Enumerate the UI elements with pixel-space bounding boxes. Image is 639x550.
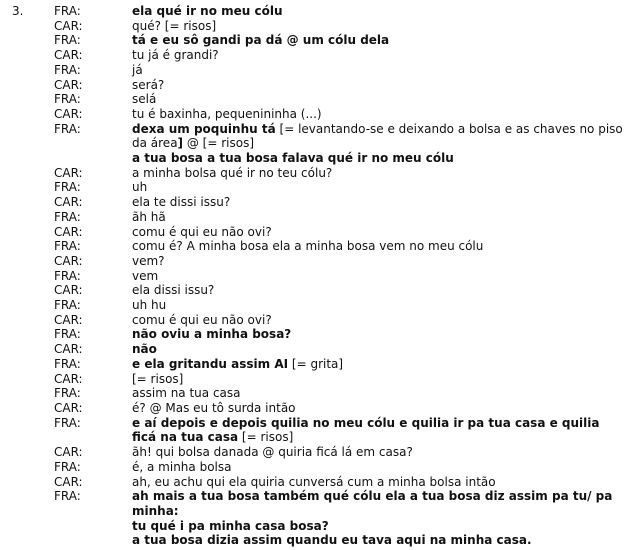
plain-segment: é, a minha bolsa — [132, 459, 232, 474]
speaker-label: CAR: — [54, 165, 83, 180]
plain-segment: qué? [= risos] — [132, 18, 217, 33]
bold-segment: a tua bosa a tua bosa falava qué ir no meu cólu — [132, 151, 454, 166]
utterance-text — [132, 489, 624, 518]
utterance-text — [132, 313, 624, 328]
speaker-label: FRA: — [54, 92, 81, 107]
utterance-text — [132, 327, 624, 342]
plain-segment: uh hu — [132, 298, 167, 313]
plain-segment: já — [132, 62, 143, 77]
speaker-label: CAR: — [54, 77, 83, 92]
transcript-turn — [0, 239, 639, 254]
utterance-text — [132, 357, 624, 372]
transcript-turn — [0, 460, 639, 475]
plain-segment: uh — [132, 180, 148, 195]
utterance-text — [132, 19, 624, 34]
transcript-turn — [0, 416, 639, 445]
utterance-text — [132, 63, 624, 78]
speaker-label — [54, 519, 132, 534]
speaker-label: FRA: — [54, 62, 81, 77]
plain-segment: será? — [132, 77, 165, 92]
speaker-label — [54, 151, 132, 166]
transcript-turn — [0, 357, 639, 372]
utterance-text — [132, 386, 624, 401]
plain-segment: vem — [132, 268, 159, 283]
utterance-text — [132, 254, 624, 269]
speaker-label: FRA: — [54, 386, 81, 401]
utterance-text — [132, 372, 624, 387]
speaker-label: FRA: — [54, 327, 81, 342]
transcript-turn — [0, 92, 639, 107]
utterance-text — [132, 48, 624, 63]
plain-segment: [= grita] — [288, 356, 344, 371]
utterance-text — [132, 445, 624, 460]
transcript-turn — [0, 475, 639, 490]
bold-segment: ] — [177, 136, 184, 151]
utterance-text — [132, 166, 624, 181]
speaker-label: CAR: — [54, 312, 83, 327]
speaker-label: FRA: — [54, 33, 81, 48]
transcript-turn — [0, 533, 639, 548]
utterance-text — [132, 416, 624, 445]
speaker-label: CAR: — [54, 342, 83, 357]
utterance-text — [132, 460, 624, 475]
plain-segment: ãh! qui bolsa danada @ quiria ficá lá em casa? — [132, 445, 413, 460]
utterance-text — [132, 151, 624, 166]
plain-segment: comu é qui eu não ovi? — [132, 312, 272, 327]
utterance-text — [132, 342, 624, 357]
utterance-text — [132, 92, 624, 107]
transcript-turn — [0, 180, 639, 195]
speaker-label: CAR: — [54, 283, 83, 298]
transcript-turn — [0, 269, 639, 284]
utterance-text — [132, 4, 624, 19]
speaker-label: FRA: — [54, 239, 81, 254]
plain-segment: comu é qui eu não ovi? — [132, 224, 272, 239]
bold-segment: dexa um poquinhu tá — [132, 121, 276, 136]
bold-segment: não — [132, 342, 157, 357]
bold-segment: e aí depois e depois quilia no meu cólu e quilia ir pa tua casa e quilia ficá na tua casa — [132, 415, 600, 445]
transcript-turn — [0, 48, 639, 63]
transcript-turn — [0, 166, 639, 181]
transcript-turn — [0, 78, 639, 93]
transcript-turn — [0, 4, 639, 19]
utterance-text — [132, 283, 624, 298]
plain-segment: ela dissi issu? — [132, 283, 215, 298]
speaker-label: FRA: — [54, 209, 81, 224]
transcript — [0, 4, 639, 548]
transcript-turn — [0, 122, 639, 151]
plain-segment: [= levantando-se e deixando a bolsa e as chaves no piso da área — [132, 121, 623, 151]
bold-segment: tu qué i pa minha casa bosa? — [132, 518, 329, 533]
speaker-label: FRA: — [54, 356, 81, 371]
transcript-turn — [0, 225, 639, 240]
transcript-turn — [0, 151, 639, 166]
bold-segment: ah mais a tua bosa também qué cólu ela a tua bosa diz assim pa tu/ pa minha: — [132, 489, 613, 518]
transcript-turn — [0, 445, 639, 460]
speaker-label: FRA: — [54, 415, 81, 430]
utterance-text — [132, 475, 624, 490]
speaker-label: CAR: — [54, 195, 83, 210]
plain-segment: [= risos] — [238, 430, 294, 445]
plain-segment: [= risos] — [132, 371, 184, 386]
utterance-text — [132, 122, 624, 151]
transcript-turn — [0, 63, 639, 78]
plain-segment: é? @ Mas eu tô surda intão — [132, 400, 296, 415]
plain-segment: @ [= risos] — [183, 136, 255, 151]
speaker-label: CAR: — [54, 445, 83, 460]
speaker-label: FRA: — [54, 4, 81, 18]
transcript-turn — [0, 254, 639, 269]
utterance-text — [132, 107, 624, 122]
bold-segment: e ela gritandu assim AI — [132, 356, 289, 371]
plain-segment: ela te dissi issu? — [132, 195, 231, 210]
utterance-text — [132, 401, 624, 416]
transcript-turn — [0, 489, 639, 518]
utterance-text — [132, 33, 624, 48]
speaker-label: FRA: — [54, 180, 81, 195]
speaker-label: FRA: — [54, 298, 81, 313]
speaker-label: CAR: — [54, 224, 83, 239]
transcript-turn — [0, 298, 639, 313]
speaker-label: CAR: — [54, 106, 83, 121]
utterance-text — [132, 225, 624, 240]
speaker-label: CAR: — [54, 400, 83, 415]
utterance-text — [132, 210, 624, 225]
speaker-label: FRA: — [54, 489, 81, 504]
transcript-turn — [0, 401, 639, 416]
utterance-text — [132, 180, 624, 195]
speaker-label: FRA: — [54, 268, 81, 283]
speaker-label: CAR: — [54, 371, 83, 386]
utterance-text — [132, 239, 624, 254]
bold-segment: não oviu a minha bosa? — [132, 327, 292, 342]
plain-segment: assim na tua casa — [132, 386, 241, 401]
transcript-turn — [0, 195, 639, 210]
plain-segment: vem? — [132, 253, 165, 268]
bold-segment: tá e eu sô gandi pa dá @ um cólu dela — [132, 33, 390, 48]
bold-segment: ela qué ir no meu cólu — [132, 4, 283, 18]
speaker-label: CAR: — [54, 474, 83, 489]
transcript-turn — [0, 107, 639, 122]
utterance-text — [132, 298, 624, 313]
transcript-turn — [0, 519, 639, 534]
speaker-label: FRA: — [54, 121, 81, 136]
plain-segment: tu já é grandi? — [132, 48, 219, 63]
transcript-turn — [0, 33, 639, 48]
transcript-turn — [0, 327, 639, 342]
plain-segment: tu é baxinha, pequenininha (...) — [132, 106, 322, 121]
transcript-turn — [0, 210, 639, 225]
example-number: 3. — [12, 4, 24, 18]
speaker-label: CAR: — [54, 18, 83, 33]
utterance-text — [132, 269, 624, 284]
transcript-turn — [0, 386, 639, 401]
speaker-label: CAR: — [54, 48, 83, 63]
transcript-turn — [0, 19, 639, 34]
plain-segment: a minha bolsa qué ir no teu cólu? — [132, 165, 333, 180]
plain-segment: ah, eu achu qui ela quiria cunversá cum a minha bolsa intão — [132, 474, 496, 489]
utterance-text — [132, 533, 624, 548]
utterance-text — [132, 195, 624, 210]
speaker-label: CAR: — [54, 253, 83, 268]
transcript-turn — [0, 283, 639, 298]
transcript-turn — [0, 372, 639, 387]
speaker-label — [54, 533, 132, 548]
plain-segment: comu é? A minha bosa ela a minha bosa vem no meu cólu — [132, 239, 484, 254]
plain-segment: ãh hã — [132, 209, 166, 224]
transcript-turn — [0, 313, 639, 328]
speaker-label: FRA: — [54, 459, 81, 474]
transcript-turn — [0, 342, 639, 357]
plain-segment: selá — [132, 92, 157, 107]
bold-segment: a tua bosa dizia assim quandu eu tava aqui na minha casa. — [132, 533, 532, 548]
utterance-text — [132, 78, 624, 93]
utterance-text — [132, 519, 624, 534]
